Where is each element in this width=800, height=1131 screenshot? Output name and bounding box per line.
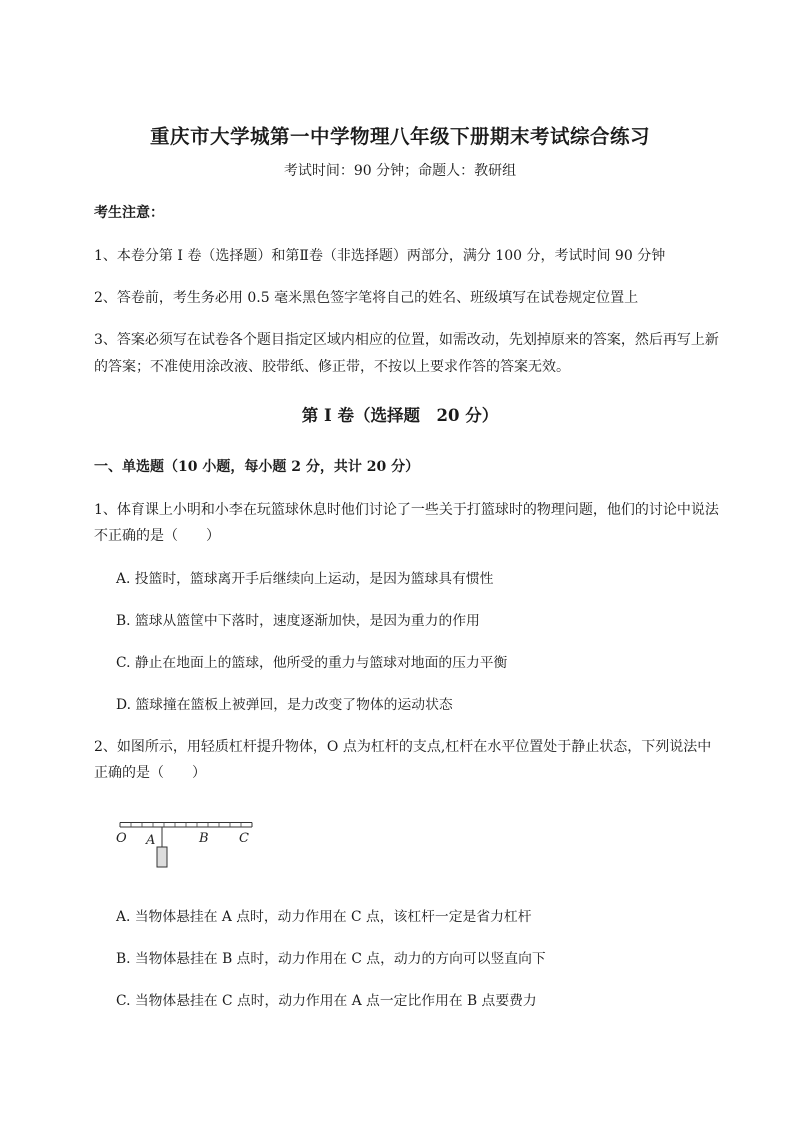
question-1-stem: 1、体育课上小明和小李在玩篮球休息时他们讨论了一些关于打篮球时的物理问题，他们的讨论中说法 bbox=[94, 502, 719, 518]
question-2-stem: 2、如图所示，用轻质杠杆提升物体，O 点为杠杆的支点,杠杆在水平位置处于静止状态，下列说法中 bbox=[94, 739, 712, 755]
question-1-stem-cont: 不正确的是（ ） bbox=[94, 528, 220, 544]
section-title: 第 I 卷（选择题 20 分） bbox=[301, 406, 499, 425]
question-2-option-c: C. 当物体悬挂在 C 点时，动力作用在 A 点一定比作用在 B 点要费力 bbox=[116, 993, 537, 1009]
notice-item-2: 2、答卷前，考生务必用 0.5 毫米黑色签字笔将自己的姓名、班级填写在试卷规定位置上 bbox=[94, 290, 639, 306]
notice-item-3-cont: 的答案；不准使用涂改液、胶带纸、修正带，不按以上要求作答的答案无效。 bbox=[94, 359, 570, 375]
notice-heading: 考生注意： bbox=[94, 205, 164, 221]
hanging-weight bbox=[157, 847, 167, 867]
notice-item-3: 3、答案必须写在试卷各个题目指定区域内相应的位置，如需改动，先划掉原来的答案，然后再写上新 bbox=[94, 332, 719, 348]
point-label-b: B bbox=[199, 831, 209, 846]
point-label-a: A bbox=[146, 833, 156, 848]
question-1-option-b: B. 篮球从篮筐中下落时，速度逐渐加快，是因为重力的作用 bbox=[116, 613, 480, 629]
exam-subtitle: 考试时间：90 分钟；命题人：教研组 bbox=[283, 163, 517, 179]
point-label-c: C bbox=[239, 831, 249, 846]
notice-item-1: 1、本卷分第 I 卷（选择题）和第Ⅱ卷（非选择题）两部分，满分 100 分，考试时间 90 分钟 bbox=[94, 248, 666, 264]
exam-title: 重庆市大学城第一中学物理八年级下册期末考试综合练习 bbox=[149, 125, 650, 148]
part-heading: 一、单选题（10 小题，每小题 2 分，共计 20 分） bbox=[94, 459, 420, 475]
lever-bar bbox=[120, 823, 252, 828]
question-1-option-d: D. 篮球撞在篮板上被弹回，是力改变了物体的运动状态 bbox=[116, 697, 453, 713]
question-1-option-a: A. 投篮时，篮球离开手后继续向上运动，是因为篮球具有惯性 bbox=[116, 571, 494, 587]
lever-figure bbox=[110, 810, 260, 874]
question-2-stem-cont: 正确的是（ ） bbox=[94, 765, 206, 781]
question-1-option-c: C. 静止在地面上的篮球，他所受的重力与篮球对地面的压力平衡 bbox=[116, 655, 508, 671]
point-label-o: O bbox=[116, 831, 127, 846]
question-2-option-a: A. 当物体悬挂在 A 点时，动力作用在 C 点，该杠杆一定是省力杠杆 bbox=[116, 909, 532, 925]
question-2-option-b: B. 当物体悬挂在 B 点时，动力作用在 C 点，动力的方向可以竖直向下 bbox=[116, 951, 546, 967]
